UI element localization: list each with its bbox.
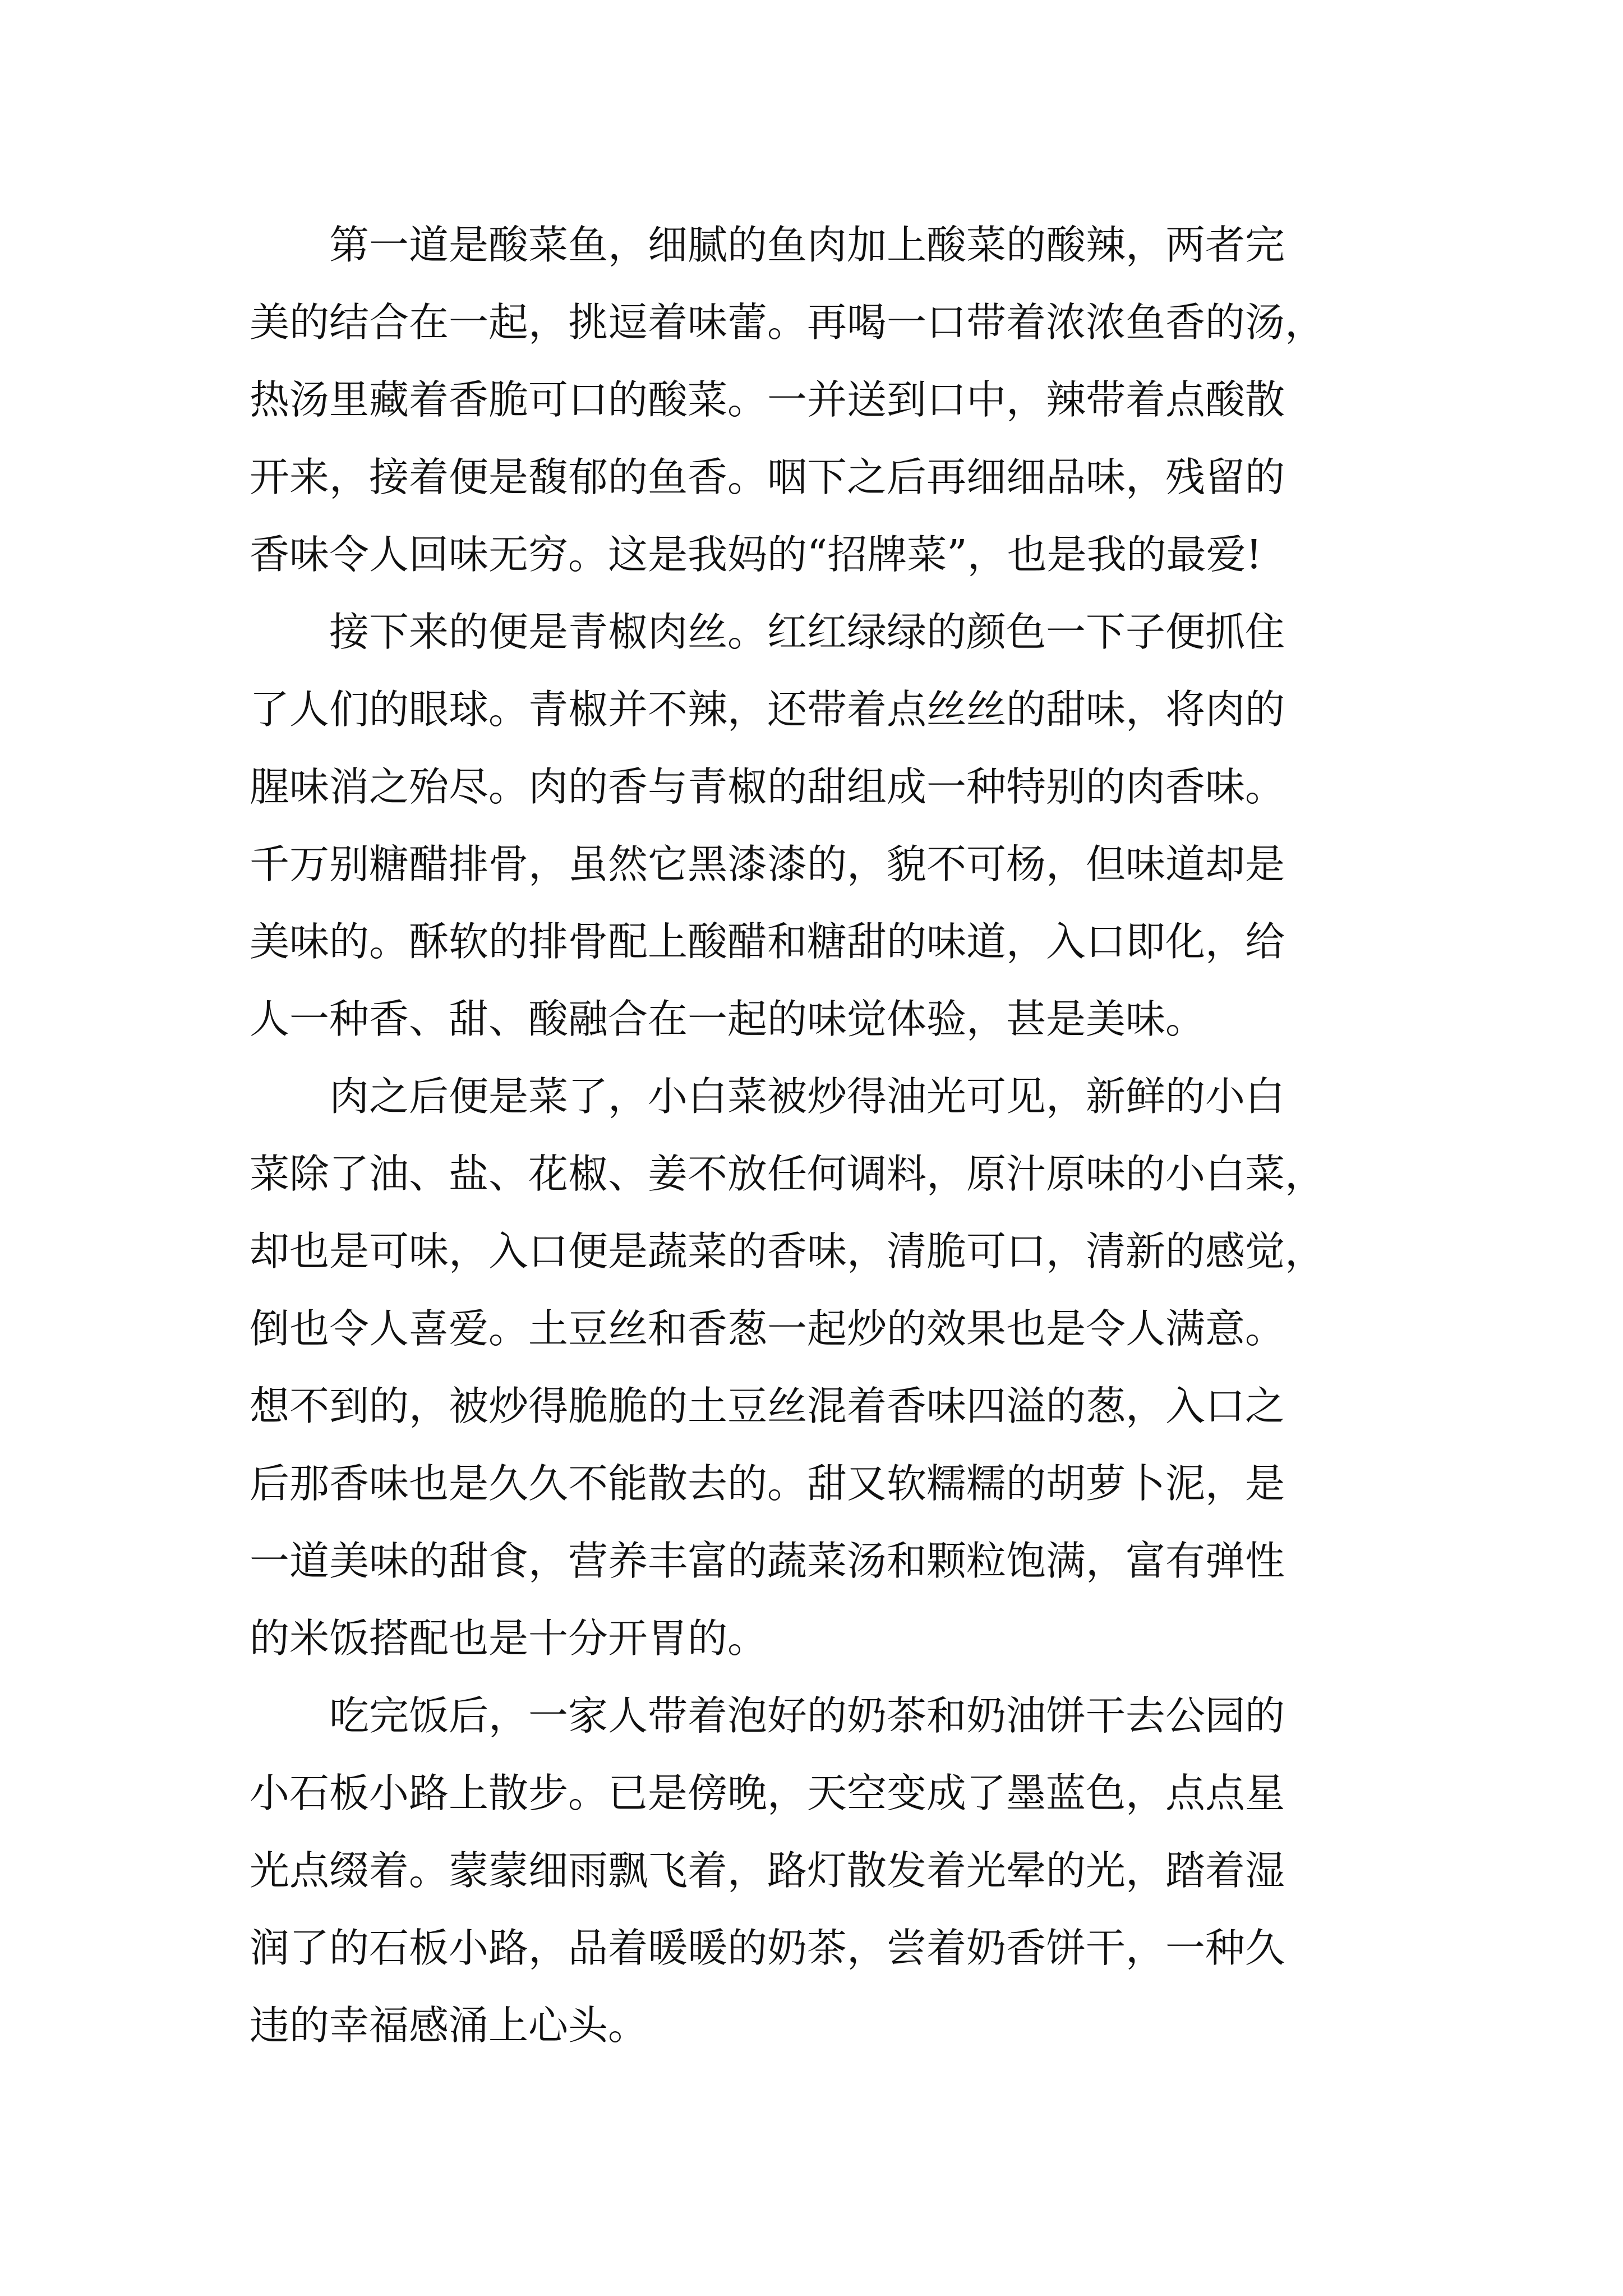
text-line: 热汤里藏着香脆可口的酸菜。一并送到口中，辣带着点酸散 [250, 376, 1285, 423]
body-text [250, 206, 1377, 2064]
text-line: 千万别糖醋排骨，虽然它黑漆漆的，貌不可杨，但味道却是 [250, 841, 1285, 887]
paragraph-pepper-pork [250, 593, 1377, 1058]
paragraph-evening-walk [250, 1677, 1377, 2064]
text-line: 倒也令人喜爱。土豆丝和香葱一起炒的效果也是令人满意。 [250, 1305, 1285, 1352]
text-line: 小石板小路上散步。已是傍晚，天空变成了墨蓝色，点点星 [250, 1770, 1285, 1816]
text-line: 润了的石板小路，品着暖暖的奶茶，尝着奶香饼干，一种久 [250, 1925, 1285, 1971]
text-line: 开来，接着便是馥郁的鱼香。咽下之后再细细品味，残留的 [250, 454, 1285, 500]
text-line: 一道美味的甜食，营养丰富的蔬菜汤和颗粒饱满，富有弹性 [250, 1538, 1285, 1584]
text-line: 光点缀着。蒙蒙细雨飘飞着，路灯散发着光晕的光，踏着湿 [250, 1847, 1285, 1894]
paragraph-sour-fish [250, 206, 1377, 593]
text-line: 肉之后便是菜了，小白菜被炒得油光可见，新鲜的小白 [329, 1073, 1285, 1120]
text-line: 却也是可味，入口便是蔬菜的香味，清脆可口，清新的感觉， [250, 1228, 1325, 1274]
text-line: 腥味消之殆尽。肉的香与青椒的甜组成一种特别的肉香味。 [250, 763, 1285, 810]
paragraph-vegetables [250, 1058, 1377, 1677]
text-line: 吃完饭后，一家人带着泡好的奶茶和奶油饼干去公园的 [329, 1692, 1285, 1739]
text-line: 违的幸福感涌上心头。 [250, 2002, 648, 2049]
text-line: 菜除了油、盐、花椒、姜不放任何调料，原汁原味的小白菜， [250, 1151, 1325, 1197]
text-line: 人一种香、甜、酸融合在一起的味觉体验，甚是美味。 [250, 996, 1206, 1042]
text-line: 的米饭搭配也是十分开胃的。 [250, 1615, 768, 1662]
text-line: 了人们的眼球。青椒并不辣，还带着点丝丝的甜味，将肉的 [250, 686, 1285, 733]
text-line: 接下来的便是青椒肉丝。红红绿绿的颜色一下子便抓住 [329, 609, 1285, 655]
text-line: 美的结合在一起，挑逗着味蕾。再喝一口带着浓浓鱼香的汤， [250, 299, 1325, 346]
text-line: 第一道是酸菜鱼，细腻的鱼肉加上酸菜的酸辣，两者完 [329, 222, 1285, 268]
text-line: 想不到的，被炒得脆脆的土豆丝混着香味四溢的葱，入口之 [250, 1383, 1285, 1429]
text-line: 香味令人回味无穷。这是我妈的“招牌菜”，也是我的最爱! [250, 531, 1262, 578]
text-line: 后那香味也是久久不能散去的。甜又软糯糯的胡萝卜泥，是 [250, 1460, 1285, 1507]
text-line: 美味的。酥软的排骨配上酸醋和糖甜的味道，入口即化，给 [250, 918, 1285, 965]
